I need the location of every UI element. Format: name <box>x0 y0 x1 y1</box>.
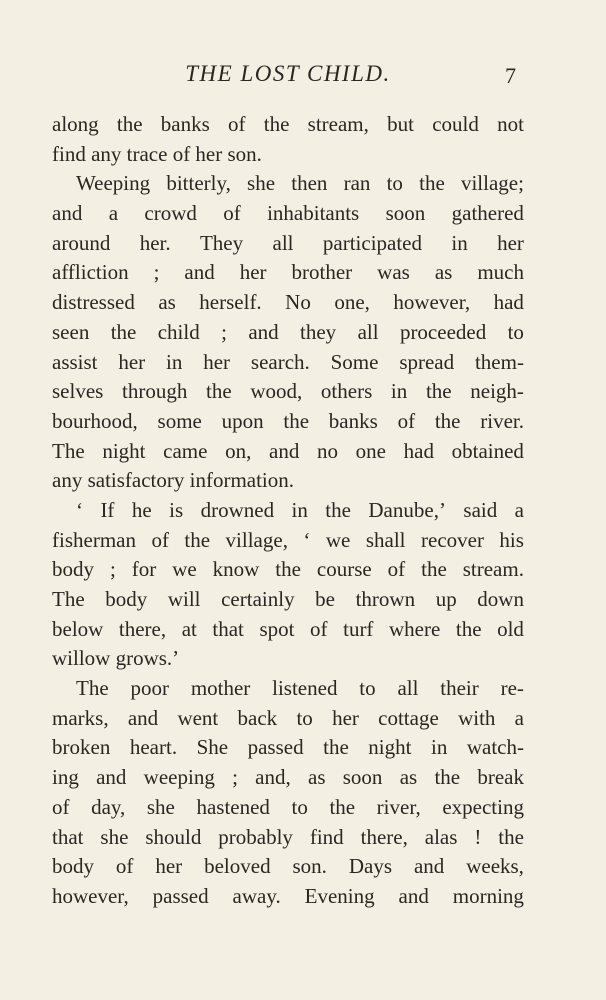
text-line: any satisfactory information. <box>52 468 295 493</box>
text-line: ‘ If he is drowned in the Danube,’ said a <box>76 497 524 522</box>
text-line: willow grows.’ <box>52 646 180 671</box>
text-line: assist her in her search. Some spread them- <box>52 349 524 374</box>
text-line: affliction ; and her brother was as much <box>52 260 524 285</box>
text-line: The poor mother listened to all their re- <box>76 676 524 701</box>
text-line: that she should probably find there, alas ! the <box>52 824 524 849</box>
running-title: THE LOST CHILD. <box>185 61 391 86</box>
text-line: body of her beloved son. Days and weeks, <box>52 854 524 879</box>
text-line: seen the child ; and they all proceeded to <box>52 319 524 344</box>
text-line: selves through the wood, others in the neigh- <box>52 379 524 404</box>
text-line: along the banks of the stream, but could not <box>52 112 524 136</box>
text-line: The body will certainly be thrown up down <box>52 587 524 611</box>
text-line: The night came on, and no one had obtained <box>52 438 524 463</box>
text-line: however, passed away. Evening and morning <box>52 883 524 908</box>
text-line: below there, at that spot of turf where the old <box>52 616 524 641</box>
text-line: fisherman of the village, ‘ we shall recover his <box>52 527 524 552</box>
text-line: distressed as herself. No one, however, had <box>52 290 524 315</box>
text-line: Weeping bitterly, she then ran to the village; <box>76 171 524 196</box>
running-head <box>52 58 524 90</box>
body-text <box>52 110 524 912</box>
text-line: broken heart. She passed the night in watch- <box>52 735 524 760</box>
text-line: of day, she hastened to the river, expecting <box>52 794 524 819</box>
text-line: marks, and went back to her cottage with a <box>52 705 524 730</box>
text-line: body ; for we know the course of the stream. <box>52 557 524 582</box>
text-line: bourhood, some upon the banks of the river. <box>52 408 524 433</box>
text-line: find any trace of her son. <box>52 141 262 166</box>
page-number: 7 <box>505 63 516 88</box>
text-line: around her. They all participated in her <box>52 230 524 255</box>
text-line: ing and weeping ; and, as soon as the break <box>52 765 524 790</box>
text-line: and a crowd of inhabitants soon gathered <box>52 201 524 226</box>
